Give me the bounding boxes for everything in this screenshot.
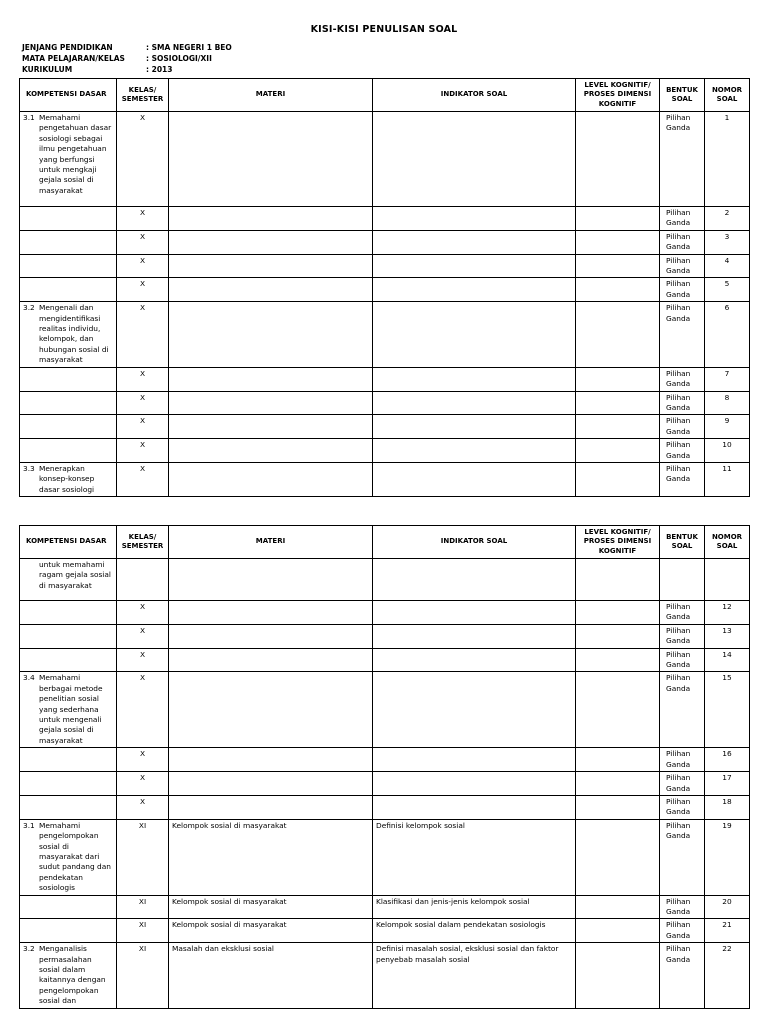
indikator-soal-cell (373, 391, 576, 415)
materi-cell (169, 624, 373, 648)
kompetensi-dasar-cell (20, 819, 117, 895)
level-kognitif-cell (576, 672, 660, 748)
nomor-soal-cell: 15 (705, 672, 750, 748)
table-row (20, 672, 750, 748)
kd-number: 3.1 (23, 820, 35, 830)
level-kognitif-cell (576, 895, 660, 919)
header-bentuk-soal: BENTUK SOAL (660, 526, 705, 559)
kompetensi-dasar-cell (20, 795, 117, 819)
table-row (20, 795, 750, 819)
kelas-semester-cell: XI (117, 943, 169, 1008)
kompetensi-dasar (23, 944, 113, 1006)
materi-cell (169, 672, 373, 748)
nomor-soal-cell: 6 (705, 302, 750, 367)
kd-text: Menerapkan konsep-konsep dasar sosiologi (39, 463, 95, 494)
table-row (20, 112, 750, 207)
materi-cell (169, 439, 373, 463)
bentuk-soal-cell: Pilihan Ganda (660, 302, 705, 367)
kelas-semester-cell: X (117, 772, 169, 796)
kelas-semester-cell: X (117, 439, 169, 463)
materi-cell (169, 391, 373, 415)
indikator-soal-cell (373, 254, 576, 278)
kompetensi-dasar (23, 303, 113, 365)
nomor-soal-cell: 20 (705, 895, 750, 919)
nomor-soal-cell: 21 (705, 919, 750, 943)
indikator-soal-cell (373, 795, 576, 819)
table-row (20, 278, 750, 302)
kompetensi-dasar-cell (20, 943, 117, 1008)
kompetensi-dasar-cell (20, 919, 117, 943)
nomor-soal-cell: 7 (705, 367, 750, 391)
kompetensi-dasar-cell (20, 895, 117, 919)
table-row (20, 207, 750, 231)
kd-text: Memahami berbagai metode penelitian sosial yang sederhana untuk mengenali gejala sosial di masyarakat (39, 673, 103, 745)
kelas-semester-cell: X (117, 254, 169, 278)
indikator-soal-cell (373, 367, 576, 391)
level-kognitif-cell (576, 367, 660, 391)
level-kognitif-cell (576, 112, 660, 207)
table-row (20, 302, 750, 367)
table-row (20, 624, 750, 648)
bentuk-soal-cell: Pilihan Ganda (660, 943, 705, 1008)
header-level-kognitif: LEVEL KOGNITIF/ PROSES DIMENSI KOGNITIF (576, 526, 660, 559)
nomor-soal-cell: 12 (705, 601, 750, 625)
kelas-semester-cell: XI (117, 919, 169, 943)
kd-number: 3.2 (23, 303, 35, 313)
kelas-semester-cell: X (117, 624, 169, 648)
bentuk-soal-cell: Pilihan Ganda (660, 624, 705, 648)
table-row (20, 462, 750, 496)
indikator-soal-cell (373, 624, 576, 648)
kd-number: 3.4 (23, 673, 35, 683)
materi-cell (169, 795, 373, 819)
bentuk-soal-cell: Pilihan Ganda (660, 415, 705, 439)
kompetensi-dasar-cell (20, 254, 117, 278)
table-row (20, 819, 750, 895)
kompetensi-dasar-cell (20, 748, 117, 772)
kompetensi-dasar-cell (20, 462, 117, 496)
bentuk-soal-cell: Pilihan Ganda (660, 230, 705, 254)
materi-cell (169, 648, 373, 672)
table-row (20, 391, 750, 415)
indikator-soal-cell (373, 207, 576, 231)
kelas-semester-cell: XI (117, 895, 169, 919)
document-meta (22, 42, 232, 75)
table-row (20, 559, 750, 601)
bentuk-soal-cell: Pilihan Ganda (660, 254, 705, 278)
kd-number (23, 560, 39, 591)
indikator-soal-cell: Definisi masalah sosial, eksklusi sosial dan faktor penyebab masalah sosial (373, 943, 576, 1008)
meta-row-jenjang (22, 42, 232, 53)
bentuk-soal-cell: Pilihan Ganda (660, 601, 705, 625)
table-row (20, 415, 750, 439)
nomor-soal-cell: 13 (705, 624, 750, 648)
indikator-soal-cell (373, 601, 576, 625)
kompetensi-dasar-cell (20, 367, 117, 391)
level-kognitif-cell (576, 391, 660, 415)
indikator-soal-cell (373, 302, 576, 367)
table-row (20, 367, 750, 391)
level-kognitif-cell (576, 302, 660, 367)
kd-number: 3.2 (23, 944, 35, 954)
kompetensi-dasar-cell (20, 391, 117, 415)
bentuk-soal-cell: Pilihan Ganda (660, 439, 705, 463)
header-indikator-soal: INDIKATOR SOAL (373, 79, 576, 112)
indikator-soal-cell (373, 648, 576, 672)
materi-cell (169, 302, 373, 367)
meta-label: KURIKULUM (22, 65, 73, 74)
table-row (20, 895, 750, 919)
kelas-semester-cell: X (117, 415, 169, 439)
document-title: KISI-KISI PENULISAN SOAL (310, 24, 458, 35)
header-kompetensi-dasar: KOMPETENSI DASAR (20, 526, 117, 559)
materi-cell: Kelompok sosial di masyarakat (169, 895, 373, 919)
level-kognitif-cell (576, 772, 660, 796)
meta-row-mapel (22, 53, 232, 64)
kelas-semester-cell: X (117, 278, 169, 302)
materi-cell (169, 462, 373, 496)
kompetensi-dasar (23, 821, 113, 894)
materi-cell (169, 207, 373, 231)
nomor-soal-cell: 5 (705, 278, 750, 302)
table-row (20, 648, 750, 672)
nomor-soal-cell: 19 (705, 819, 750, 895)
header-kompetensi-dasar: KOMPETENSI DASAR (20, 79, 117, 112)
materi-cell: Masalah dan eksklusi sosial (169, 943, 373, 1008)
level-kognitif-cell (576, 462, 660, 496)
kelas-semester-cell: X (117, 391, 169, 415)
kisi-kisi-table-2 (19, 525, 750, 1009)
kompetensi-dasar-cell (20, 648, 117, 672)
nomor-soal-cell: 10 (705, 439, 750, 463)
indikator-soal-cell (373, 462, 576, 496)
kompetensi-dasar-cell (20, 559, 117, 601)
bentuk-soal-cell: Pilihan Ganda (660, 207, 705, 231)
level-kognitif-cell (576, 601, 660, 625)
bentuk-soal-cell: Pilihan Ganda (660, 648, 705, 672)
table-row (20, 748, 750, 772)
nomor-soal-cell: 17 (705, 772, 750, 796)
nomor-soal-cell: 8 (705, 391, 750, 415)
nomor-soal-cell: 4 (705, 254, 750, 278)
kelas-semester-cell: X (117, 462, 169, 496)
kompetensi-dasar-cell (20, 230, 117, 254)
nomor-soal-cell: 1 (705, 112, 750, 207)
kompetensi-dasar-cell (20, 302, 117, 367)
level-kognitif-cell (576, 748, 660, 772)
meta-row-kurikulum (22, 64, 232, 75)
bentuk-soal-cell (660, 559, 705, 601)
kelas-semester-cell: X (117, 207, 169, 231)
meta-value: : 2013 (146, 65, 173, 74)
kelas-semester-cell: X (117, 672, 169, 748)
header-nomor-soal: NOMOR SOAL (705, 79, 750, 112)
materi-cell (169, 772, 373, 796)
kompetensi-dasar (23, 464, 113, 495)
kompetensi-dasar-cell (20, 207, 117, 231)
level-kognitif-cell (576, 648, 660, 672)
level-kognitif-cell (576, 819, 660, 895)
header-kelas-semester: KELAS/ SEMESTER (117, 526, 169, 559)
level-kognitif-cell (576, 919, 660, 943)
kd-text: Memahami pengelompokan sosial di masyarakat dari sudut pandang dan pendekatan sosiologis (39, 820, 111, 893)
level-kognitif-cell (576, 943, 660, 1008)
bentuk-soal-cell: Pilihan Ganda (660, 391, 705, 415)
table-row (20, 919, 750, 943)
nomor-soal-cell: 22 (705, 943, 750, 1008)
materi-cell: Kelompok sosial di masyarakat (169, 819, 373, 895)
materi-cell (169, 278, 373, 302)
materi-cell (169, 601, 373, 625)
table-row (20, 439, 750, 463)
indikator-soal-cell: Definisi kelompok sosial (373, 819, 576, 895)
indikator-soal-cell (373, 748, 576, 772)
kelas-semester-cell: X (117, 367, 169, 391)
table-row (20, 772, 750, 796)
header-indikator-soal: INDIKATOR SOAL (373, 526, 576, 559)
materi-cell: Kelompok sosial di masyarakat (169, 919, 373, 943)
level-kognitif-cell (576, 795, 660, 819)
materi-cell (169, 112, 373, 207)
level-kognitif-cell (576, 230, 660, 254)
kd-text: untuk memahami ragam gejala sosial di masyarakat (39, 560, 111, 590)
materi-cell (169, 415, 373, 439)
table-row (20, 230, 750, 254)
kd-text: Menganalisis permasalahan sosial dalam kaitannya dengan pengelompokan sosial dan (39, 944, 106, 1006)
header-materi: MATERI (169, 79, 373, 112)
materi-cell (169, 559, 373, 601)
materi-cell (169, 367, 373, 391)
bentuk-soal-cell: Pilihan Ganda (660, 819, 705, 895)
indikator-soal-cell (373, 278, 576, 302)
bentuk-soal-cell: Pilihan Ganda (660, 462, 705, 496)
kompetensi-dasar-cell (20, 624, 117, 648)
nomor-soal-cell: 18 (705, 795, 750, 819)
kelas-semester-cell: XI (117, 819, 169, 895)
materi-cell (169, 230, 373, 254)
bentuk-soal-cell: Pilihan Ganda (660, 895, 705, 919)
header-nomor-soal: NOMOR SOAL (705, 526, 750, 559)
kompetensi-dasar-cell (20, 772, 117, 796)
kelas-semester-cell: X (117, 748, 169, 772)
materi-cell (169, 748, 373, 772)
indikator-soal-cell (373, 672, 576, 748)
kompetensi-dasar-cell (20, 278, 117, 302)
level-kognitif-cell (576, 624, 660, 648)
kompetensi-dasar-cell (20, 601, 117, 625)
meta-label: MATA PELAJARAN/KELAS (22, 54, 125, 63)
indikator-soal-cell: Klasifikasi dan jenis-jenis kelompok sosial (373, 895, 576, 919)
level-kognitif-cell (576, 278, 660, 302)
nomor-soal-cell: 16 (705, 748, 750, 772)
header-kelas-semester: KELAS/ SEMESTER (117, 79, 169, 112)
bentuk-soal-cell: Pilihan Ganda (660, 672, 705, 748)
kompetensi-dasar-cell (20, 415, 117, 439)
table-body-2 (20, 559, 750, 1009)
meta-value: : SOSIOLOGI/XII (146, 54, 212, 63)
table-row (20, 254, 750, 278)
kd-number: 3.3 (23, 463, 35, 473)
table-header-row (20, 79, 750, 112)
meta-label: JENJANG PENDIDIKAN (22, 43, 113, 52)
level-kognitif-cell (576, 207, 660, 231)
nomor-soal-cell: 11 (705, 462, 750, 496)
table-row (20, 601, 750, 625)
nomor-soal-cell: 14 (705, 648, 750, 672)
kelas-semester-cell: X (117, 795, 169, 819)
bentuk-soal-cell: Pilihan Ganda (660, 748, 705, 772)
kelas-semester-cell: X (117, 601, 169, 625)
kompetensi-dasar (23, 113, 113, 196)
indikator-soal-cell (373, 772, 576, 796)
indikator-soal-cell (373, 230, 576, 254)
header-level-kognitif: LEVEL KOGNITIF/ PROSES DIMENSI KOGNITIF (576, 79, 660, 112)
kompetensi-dasar (23, 673, 113, 746)
meta-value: : SMA NEGERI 1 BEO (146, 43, 232, 52)
header-bentuk-soal: BENTUK SOAL (660, 79, 705, 112)
kd-text: Memahami pengetahuan dasar sosiologi sebagai ilmu pengetahuan yang berfungsi untuk mengkaji gejala sosial di masyarakat (39, 113, 112, 195)
bentuk-soal-cell: Pilihan Ganda (660, 112, 705, 207)
level-kognitif-cell (576, 254, 660, 278)
level-kognitif-cell (576, 415, 660, 439)
indikator-soal-cell (373, 112, 576, 207)
kompetensi-dasar-cell (20, 112, 117, 207)
nomor-soal-cell: 3 (705, 230, 750, 254)
indikator-soal-cell (373, 439, 576, 463)
nomor-soal-cell: 2 (705, 207, 750, 231)
header-materi: MATERI (169, 526, 373, 559)
table-body-1 (20, 112, 750, 497)
materi-cell (169, 254, 373, 278)
indikator-soal-cell: Kelompok sosial dalam pendekatan sosiologis (373, 919, 576, 943)
kd-number: 3.1 (23, 113, 35, 122)
bentuk-soal-cell: Pilihan Ganda (660, 367, 705, 391)
kelas-semester-cell: X (117, 648, 169, 672)
bentuk-soal-cell: Pilihan Ganda (660, 919, 705, 943)
bentuk-soal-cell: Pilihan Ganda (660, 772, 705, 796)
indikator-soal-cell (373, 559, 576, 601)
level-kognitif-cell (576, 439, 660, 463)
kelas-semester-cell: X (117, 230, 169, 254)
bentuk-soal-cell: Pilihan Ganda (660, 795, 705, 819)
table-row (20, 943, 750, 1008)
kompetensi-dasar-cell (20, 672, 117, 748)
level-kognitif-cell (576, 559, 660, 601)
kelas-semester-cell (117, 559, 169, 601)
kelas-semester-cell: X (117, 112, 169, 207)
kd-text: Mengenali dan mengidentifikasi realitas individu, kelompok, dan hubungan sosial di masyarakat (39, 303, 109, 365)
table-header-row (20, 526, 750, 559)
kelas-semester-cell: X (117, 302, 169, 367)
indikator-soal-cell (373, 415, 576, 439)
bentuk-soal-cell: Pilihan Ganda (660, 278, 705, 302)
kompetensi-dasar (23, 560, 113, 591)
nomor-soal-cell (705, 559, 750, 601)
kompetensi-dasar-cell (20, 439, 117, 463)
nomor-soal-cell: 9 (705, 415, 750, 439)
kisi-kisi-table-1 (19, 78, 750, 497)
